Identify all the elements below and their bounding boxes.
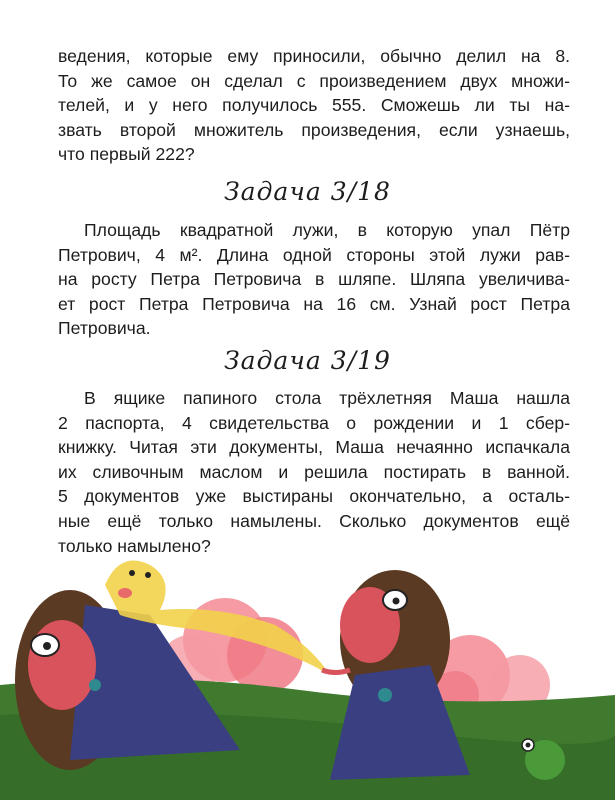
text-line: ведения, которые ему приносили, обычно делил на 8. — [58, 46, 570, 66]
intro-paragraph — [58, 44, 570, 167]
text-line: только намылено? — [58, 535, 211, 556]
text-line: книжку. Читая эти документы, Маша нечаянно испачкала — [58, 437, 570, 458]
text-line: что первый 222? — [58, 144, 195, 165]
text-line: звать второй множитель произведения, если узнаешь, — [58, 119, 570, 140]
task-19-text — [58, 386, 570, 558]
text-line: их сливочным маслом и решила постирать в ванной. — [58, 461, 570, 482]
task-18-heading: Задача 3/18 — [224, 177, 391, 206]
text-line: Площадь квадратной лужи, в которую упал Пётр — [84, 220, 570, 240]
text-line: 2 паспорта, 4 свидетельства о рождении и 1 сбер- — [58, 412, 570, 433]
text-line: То же самое он сделал с произведением двух множи- — [58, 70, 570, 91]
task-19-heading: Задача 3/19 — [224, 346, 391, 375]
text-line: ные ещё только намылены. Сколько документов ещё — [58, 510, 570, 531]
task-18-text — [58, 218, 570, 341]
illustration — [0, 545, 615, 800]
text-line: на росту Петра Петровича в шляпе. Шляпа увеличива- — [58, 269, 570, 290]
text-line: В ящике папиного стола трёхлетняя Маша нашла — [84, 388, 570, 408]
text-line: ет рост Петра Петровича на 16 см. Узнай рост Петра — [58, 293, 570, 314]
text-line: Петрович, 4 м². Длина одной стороны этой лужи рав- — [58, 244, 570, 265]
text-line: 5 документов уже выстираны окончательно, а осталь- — [58, 486, 570, 507]
text-line: телей, и у него получилось 555. Сможешь ли ты на- — [58, 95, 570, 116]
text-line: Петровича. — [58, 318, 151, 339]
